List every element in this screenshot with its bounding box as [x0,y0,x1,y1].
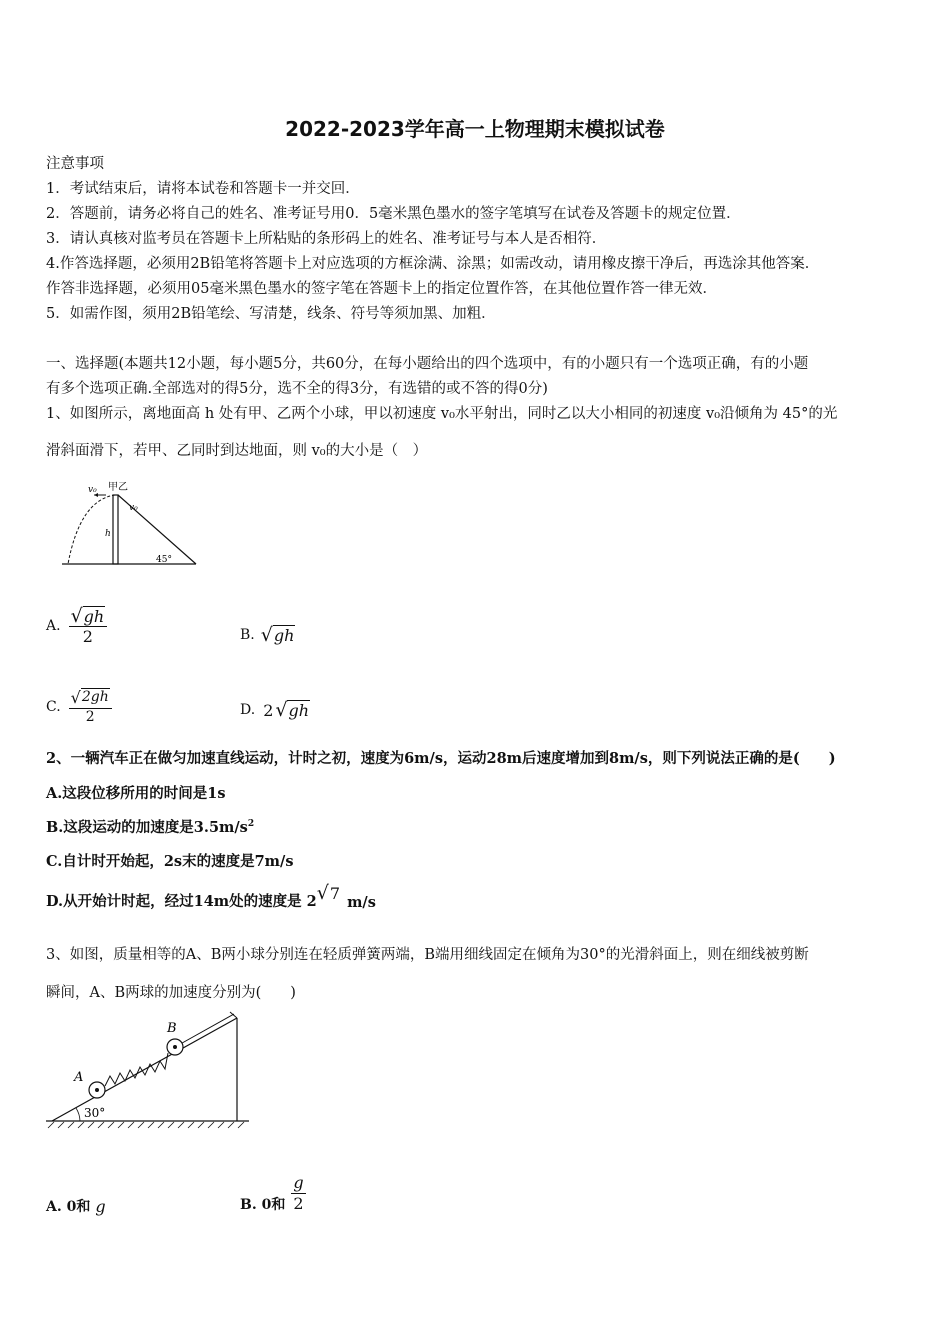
q3-option-a-text: A. 0和 [46,1199,91,1215]
label-30deg: 30° [84,1106,106,1120]
q1-option-b: B. √ gh [240,624,295,647]
label-v0-right: v₀ [129,503,138,513]
q1-option-a-fraction: √ gh 2 [69,606,108,647]
label-v0-left: v₀ [88,485,97,495]
section-heading-line2: 有多个选项正确.全部选对的得5分，选不全的得3分，有选错的或不答的得0分) [46,381,548,397]
q1-option-c-radicand: 2gh [81,689,109,705]
notice-item-1: 1．考试结束后，请将本试卷和答题卡一并交回． [46,181,360,197]
q1-stem-line2: 滑斜面滑下，若甲、乙同时到达地面，则 v₀的大小是（ ） [46,443,428,459]
q1-option-d-radicand: gh [288,701,310,720]
q2-option-b [46,816,254,837]
q3-stem-line1: 3、如图，质量相等的A、B两小球分别连在轻质弹簧两端，B端用细线固定在倾角为30°的光滑斜面上，则在细线被剪断 [46,947,809,963]
q3-option-a [46,1196,106,1216]
q3-option-b-numerator: g [293,1173,304,1193]
q3-option-a-g: g [95,1196,106,1216]
notice-item-2: 2．答题前，请务必将自己的姓名、准考证号用0．5毫米黑色墨水的签字笔填写在试卷及答题卡的规定位置． [46,206,741,222]
page-title: 2022-2023学年高一上物理期末模拟试卷 [285,117,665,141]
string [175,1014,234,1047]
q1-option-d-label: D. [240,702,256,719]
notice-item-4: 4.作答选择题，必须用2B铅笔将答题卡上对应选项的方框涂满、涂黑；如需改动，请用橡皮擦干净后，再选涂其他答案． [46,256,820,272]
q3-option-b [240,1172,306,1214]
q1-option-c-label: C. [46,698,61,715]
q3-stem-line2: 瞬间，A、B两球的加速度分别为( ) [46,985,296,1001]
q1-option-a-radicand: gh [83,607,105,626]
q3-figure [44,1010,254,1135]
q1-option-b-label: B. [240,627,255,644]
notice-item-4-cont: 作答非选择题，必须用05毫米黑色墨水的签字笔在答题卡上的指定位置作答，在其他位置作答一律无效． [46,281,717,297]
q3-option-b-denominator: 2 [293,1193,304,1213]
q2-option-d-text: D.从开始计时起，经过14m处的速度是 2 [46,893,317,911]
section-heading-line1: 一、选择题(本题共12小题，每小题5分，共60分，在每小题给出的四个选项中，有的小题只有一个选项正确，有的小题 [46,356,809,372]
q1-option-a-denominator: 2 [82,627,93,647]
q2-option-c: C.自计时开始起，2s末的速度是7m/s [46,853,294,870]
q1-option-a [46,606,107,647]
q2-stem: 2、一辆汽车正在做匀加速直线运动，计时之初，速度为6m/s，运动28m后速度增加到8m/s，则下列说法正确的是( ) [46,750,836,767]
q1-option-c [46,688,112,725]
label-h: h [105,529,111,539]
q2-option-a: A.这段位移所用的时间是1s [46,785,226,802]
notice-item-5: 5．如需作图，须用2B铅笔绘、写清楚，线条、符号等须加黑、加粗． [46,306,496,322]
label-jia-yi: 甲乙 [108,482,128,493]
q2-option-d-radicand: 7 [329,884,341,903]
label-45deg: 45° [156,555,172,565]
notice-item-3: 3．请认真核对监考员在答题卡上所粘贴的条形码上的姓名、准考证号与本人是否相符． [46,231,607,247]
spring [105,1053,168,1086]
q1-option-d-coefficient: 2 [263,700,274,720]
q3-option-b-text: B. 0和 [240,1197,286,1213]
q1-stem-line1: 1、如图所示，离地面高 h 处有甲、乙两个小球，甲以初速度 v₀水平射出，同时乙以大小相同的初速度 v₀沿倾角为 45°的光 [46,406,838,422]
q1-figure [58,478,203,578]
q2-option-b-exponent: 2 [247,819,255,830]
q1-option-c-denominator: 2 [85,708,95,725]
q1-option-b-radicand: gh [273,626,295,645]
q2-option-b-text: B.这段运动的加速度是3.5m/s [46,819,248,836]
tower [113,495,118,564]
q1-option-d: D. 2 √ gh [240,699,310,722]
q1-option-a-label: A. [46,618,61,635]
q1-option-c-fraction: √ 2gh 2 [69,688,112,725]
label-a: A [74,1070,84,1085]
q2-option-d-unit: m/s [347,894,376,912]
q2-option-d: D.从开始计时起，经过14m处的速度是 2 √ 7 m/s [46,882,376,912]
notice-heading: 注意事项 [46,156,104,172]
q3-option-b-fraction [291,1173,305,1212]
label-b: B [167,1021,177,1036]
